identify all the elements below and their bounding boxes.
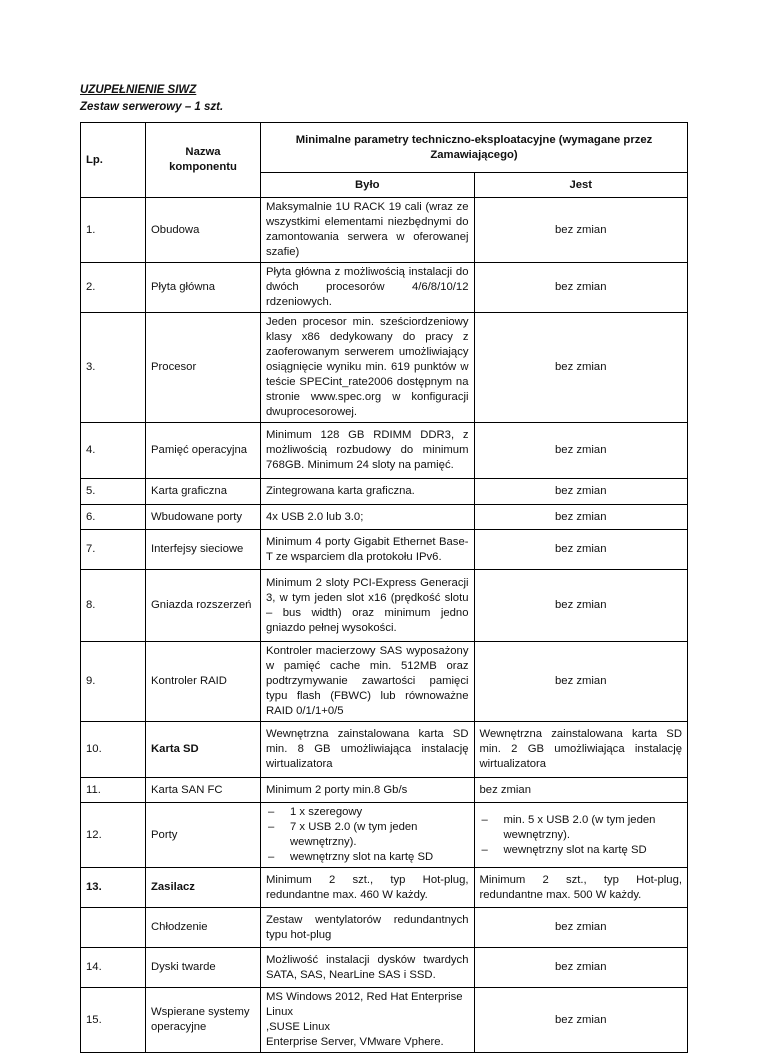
ports-is-list (480, 813, 683, 858)
row-name: Płyta główna (146, 263, 261, 313)
table-row (81, 505, 688, 530)
row-lp: 15. (81, 988, 146, 1053)
row-is: bez zmian (474, 530, 688, 570)
list-item: – 1 x szeregowy (266, 805, 469, 820)
row-lp: 10. (81, 722, 146, 778)
row-name: Karta SAN FC (146, 778, 261, 803)
ports-was-list (266, 805, 469, 865)
row-was: Zintegrowana karta graficzna. (261, 479, 475, 505)
row-lp: 2. (81, 263, 146, 313)
row-is: bez zmian (474, 642, 688, 722)
list-item: – 7 x USB 2.0 (w tym jeden wewnętrzny). (266, 820, 469, 850)
row-name: Karta SD (146, 722, 261, 778)
table-header-row (81, 123, 688, 173)
row-name: Obudowa (146, 198, 261, 263)
row-lp: 8. (81, 570, 146, 642)
row-is: bez zmian (474, 948, 688, 988)
row-lp: 4. (81, 423, 146, 479)
table-row (81, 868, 688, 908)
row-is: bez zmian (474, 423, 688, 479)
row-name: Interfejsy sieciowe (146, 530, 261, 570)
header-is: Jest (474, 173, 688, 198)
row-is: bez zmian (474, 313, 688, 423)
row-was: Minimum 128 GB RDIMM DDR3, z możliwością rozbudowy do minimum 768GB. Minimum 24 sloty na pamięć. (261, 423, 475, 479)
row-lp: 11. (81, 778, 146, 803)
header-was: Było (261, 173, 475, 198)
row-name: Karta graficzna (146, 479, 261, 505)
list-item: – wewnętrzny slot na kartę SD (266, 850, 469, 865)
table-row (81, 988, 688, 1053)
row-lp: 7. (81, 530, 146, 570)
row-was (261, 803, 475, 868)
row-is: bez zmian (474, 505, 688, 530)
table-row (81, 198, 688, 263)
header-lp: Lp. (81, 123, 146, 198)
os-line: ,SUSE Linux (266, 1021, 331, 1033)
row-was: Zestaw wentylatorów redundantnych typu hot-plug (261, 908, 475, 948)
row-lp: 12. (81, 803, 146, 868)
heading-subtitle: Zestaw serwerowy – 1 szt. (80, 101, 224, 113)
table-row (81, 530, 688, 570)
row-lp: 1. (81, 198, 146, 263)
table-row (81, 570, 688, 642)
row-is: Minimum 2 szt., typ Hot-plug, redundantne max. 500 W każdy. (474, 868, 688, 908)
row-name: Dyski twarde (146, 948, 261, 988)
row-was: Wewnętrzna zainstalowana karta SD min. 8 GB umożliwiająca instalację wirtualizatora (261, 722, 475, 778)
os-line: MS Windows 2012, Red Hat Enterprise Linux (266, 991, 463, 1018)
list-item: – wewnętrzny slot na kartę SD (480, 843, 683, 858)
row-name: Procesor (146, 313, 261, 423)
table-row (81, 803, 688, 868)
table-row (81, 908, 688, 948)
table-row (81, 313, 688, 423)
row-is (474, 803, 688, 868)
row-name: Wspierane systemy operacyjne (146, 988, 261, 1053)
row-lp: 13. (81, 868, 146, 908)
header-component-name: Nazwa komponentu (146, 123, 261, 198)
row-name: Kontroler RAID (146, 642, 261, 722)
row-is: bez zmian (474, 198, 688, 263)
list-item: – min. 5 x USB 2.0 (w tym jeden wewnętrzny). (480, 813, 683, 843)
row-lp: 6. (81, 505, 146, 530)
row-is: bez zmian (474, 988, 688, 1053)
row-was: Jeden procesor min. sześciordzeniowy klasy x86 dedykowany do pracy z zaoferowanym serwerem umożliwiający osiągnięcie wyniku min. 619 punktów w teście SPECint_rate2006 dostępnym na stronie www.spec.org w konfiguracji dwuprocesorowej. (261, 313, 475, 423)
row-name: Porty (146, 803, 261, 868)
row-lp: 9. (81, 642, 146, 722)
row-is: bez zmian (474, 908, 688, 948)
table-row (81, 423, 688, 479)
row-was: Maksymalnie 1U RACK 19 cali (wraz ze wszystkimi elementami niezbędnymi do zamontowania serwera w oferowanej szafie) (261, 198, 475, 263)
row-lp: 3. (81, 313, 146, 423)
row-name: Wbudowane porty (146, 505, 261, 530)
row-name: Pamięć operacyjna (146, 423, 261, 479)
row-is: Wewnętrzna zainstalowana karta SD min. 2 GB umożliwiająca instalację wirtualizatora (474, 722, 688, 778)
os-line: Enterprise Server, VMware Vphere. (266, 1036, 444, 1048)
heading-title: UZUPEŁNIENIE SIWZ (80, 84, 197, 96)
table-row (81, 778, 688, 803)
header-params: Minimalne parametry techniczno-eksploatacyjne (wymagane przez Zamawiającego) (261, 123, 688, 173)
row-was: Minimum 2 szt., typ Hot-plug, redundantne max. 460 W każdy. (261, 868, 475, 908)
row-lp: 5. (81, 479, 146, 505)
row-was: Minimum 2 porty min.8 Gb/s (261, 778, 475, 803)
row-is: bez zmian (474, 479, 688, 505)
row-name: Gniazda rozszerzeń (146, 570, 261, 642)
row-name: Chłodzenie (146, 908, 261, 948)
table-row (81, 479, 688, 505)
row-was: 4x USB 2.0 lub 3.0; (261, 505, 475, 530)
table-row (81, 948, 688, 988)
row-is: bez zmian (474, 778, 688, 803)
row-was: Minimum 4 porty Gigabit Ethernet Base-T ze wsparciem dla protokołu IPv6. (261, 530, 475, 570)
row-was: Kontroler macierzowy SAS wyposażony w pamięć cache min. 512MB oraz podtrzymywanie zawartości pamięci typu flash (FBWC) lub równoważne RAID 0/1/1+0/5 (261, 642, 475, 722)
document-heading (80, 82, 223, 116)
row-lp (81, 908, 146, 948)
row-was: Możliwość instalacji dysków twardych SATA, SAS, NearLine SAS i SSD. (261, 948, 475, 988)
row-lp: 14. (81, 948, 146, 988)
row-name: Zasilacz (146, 868, 261, 908)
row-is: bez zmian (474, 263, 688, 313)
row-was: Płyta główna z możliwością instalacji do dwóch procesorów 4/6/8/10/12 rdzeniowych. (261, 263, 475, 313)
row-was: Minimum 2 sloty PCI-Express Generacji 3, w tym jeden slot x16 (prędkość slotu – bus width) oraz minimum jedno gniazdo pełnej wysokości. (261, 570, 475, 642)
table-row (81, 263, 688, 313)
table-row (81, 722, 688, 778)
row-was (261, 988, 475, 1053)
spec-table (80, 122, 688, 1053)
table-row (81, 642, 688, 722)
row-is: bez zmian (474, 570, 688, 642)
